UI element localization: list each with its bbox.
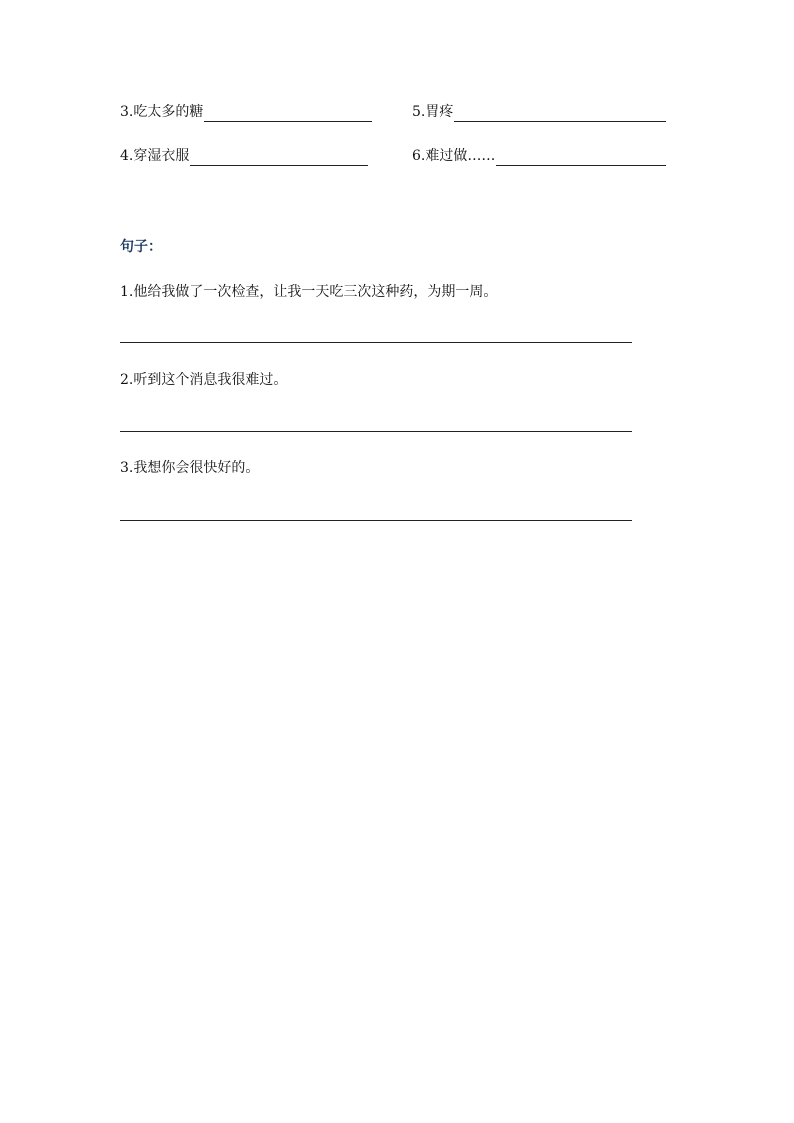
phrase-label: 6.难过做…… <box>412 148 496 164</box>
phrase-item-5 <box>412 102 666 122</box>
answer-blank[interactable] <box>496 151 666 166</box>
answer-blank[interactable] <box>190 151 368 166</box>
phrase-label: 5.胃疼 <box>412 104 454 120</box>
section-title-sentences: 句子： <box>120 239 162 255</box>
answer-line-3[interactable] <box>120 520 632 521</box>
answer-line-1[interactable] <box>120 342 632 343</box>
phrase-label: 3.吃太多的糖 <box>120 104 204 120</box>
phrase-item-6 <box>412 146 666 166</box>
answer-line-2[interactable] <box>120 431 632 432</box>
phrase-item-3 <box>120 102 372 122</box>
answer-blank[interactable] <box>454 107 666 122</box>
phrase-item-4 <box>120 146 368 166</box>
sentence-item-1: 1.他给我做了一次检查，让我一天吃三次这种药，为期一周。 <box>120 284 498 300</box>
answer-blank[interactable] <box>204 107 372 122</box>
phrase-row-1 <box>120 102 680 124</box>
phrase-label: 4.穿湿衣服 <box>120 148 190 164</box>
sentence-item-3: 3.我想你会很快好的。 <box>120 460 260 476</box>
phrase-row-2 <box>120 146 680 168</box>
sentence-item-2: 2.听到这个消息我很难过。 <box>120 372 288 388</box>
